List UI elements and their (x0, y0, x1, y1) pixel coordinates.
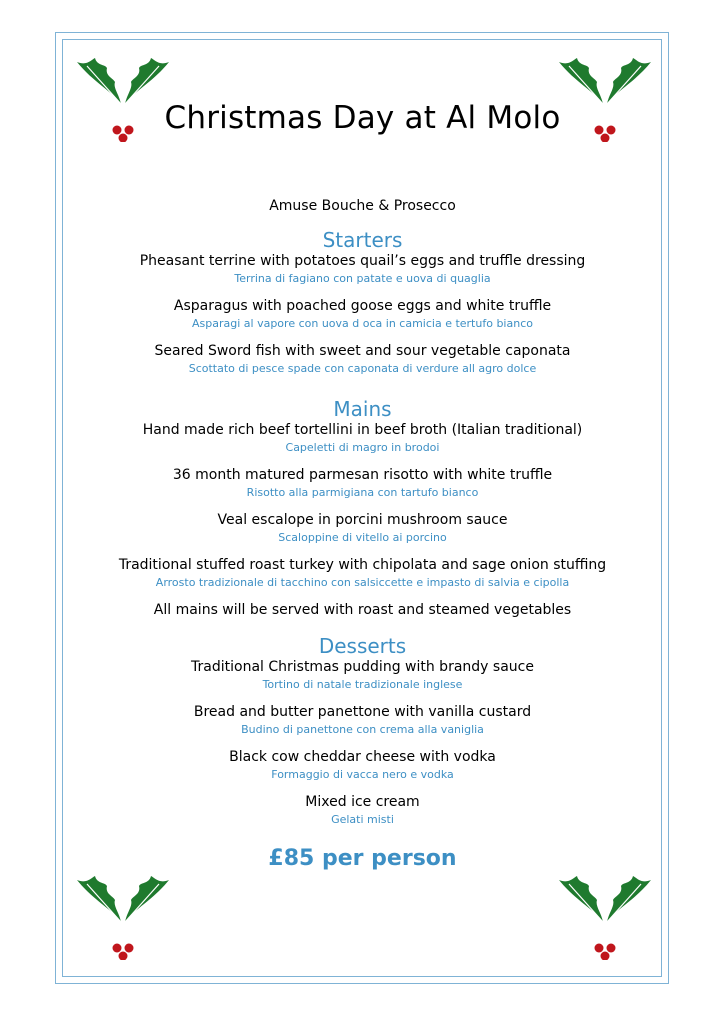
dish-name: Bread and butter panettone with vanilla custard (193, 704, 532, 720)
dish-name: Mixed ice cream (305, 794, 420, 810)
dish-item (80, 556, 645, 591)
dish-item (80, 658, 645, 693)
dish-name: Black cow cheddar cheese with vodka (229, 749, 496, 765)
dish-translation: Asparagi al vapore con uova d oca in camicia e tertufo bianco (192, 317, 533, 330)
dish-translation: Risotto alla parmigiana con tartufo bianco (246, 486, 479, 499)
dish-translation: Budino di panettone con crema alla vaniglia (241, 723, 484, 736)
menu-content (80, 196, 645, 871)
dish-item (80, 466, 645, 501)
mains-note: All mains will be served with roast and steamed vegetables (153, 602, 572, 618)
dish-item (80, 511, 645, 546)
dish-name: Veal escalope in porcini mushroom sauce (217, 512, 508, 528)
holly-icon (555, 870, 655, 960)
dish-name: Traditional Christmas pudding with brandy sauce (191, 659, 534, 675)
dish-translation: Tortino di natale tradizionale inglese (262, 678, 463, 691)
page-title: Christmas Day at Al Molo (164, 100, 561, 136)
dish-translation: Scaloppine di vitello ai porcino (278, 531, 447, 544)
dish-translation: Formaggio di vacca nero e vodka (271, 768, 454, 781)
dish-item (80, 793, 645, 828)
mains-heading: Mains (333, 397, 392, 421)
price-label: £85 per person (268, 846, 457, 871)
dish-translation: Gelati misti (331, 813, 394, 826)
dish-item (80, 703, 645, 738)
dish-item (80, 252, 645, 287)
dish-name: Traditional stuffed roast turkey with chipolata and sage onion stuffing (118, 557, 607, 573)
dish-name: Seared Sword fish with sweet and sour vegetable caponata (154, 343, 571, 359)
desserts-heading: Desserts (318, 634, 407, 658)
dish-item (80, 748, 645, 783)
amuse-bouche: Amuse Bouche & Prosecco (269, 198, 456, 214)
dish-name: Hand made rich beef tortellini in beef broth (Italian traditional) (142, 422, 583, 438)
starters-heading: Starters (322, 228, 403, 252)
dish-name: Pheasant terrine with potatoes quail’s eggs and truffle dressing (139, 253, 586, 269)
dish-translation: Capeletti di magro in brodoi (285, 441, 440, 454)
dish-item (80, 297, 645, 332)
dish-name: 36 month matured parmesan risotto with white truffle (172, 467, 553, 483)
dish-name: Asparagus with poached goose eggs and white truffle (173, 298, 552, 314)
dish-item (80, 342, 645, 377)
dish-translation: Scottato di pesce spade con caponata di verdure all agro dolce (188, 362, 537, 375)
holly-icon (73, 870, 173, 960)
dish-translation: Arrosto tradizionale di tacchino con salsiccette e impasto di salvia e cipolla (155, 576, 570, 589)
dish-translation: Terrina di fagiano con patate e uova di quaglia (234, 272, 491, 285)
dish-item (80, 421, 645, 456)
